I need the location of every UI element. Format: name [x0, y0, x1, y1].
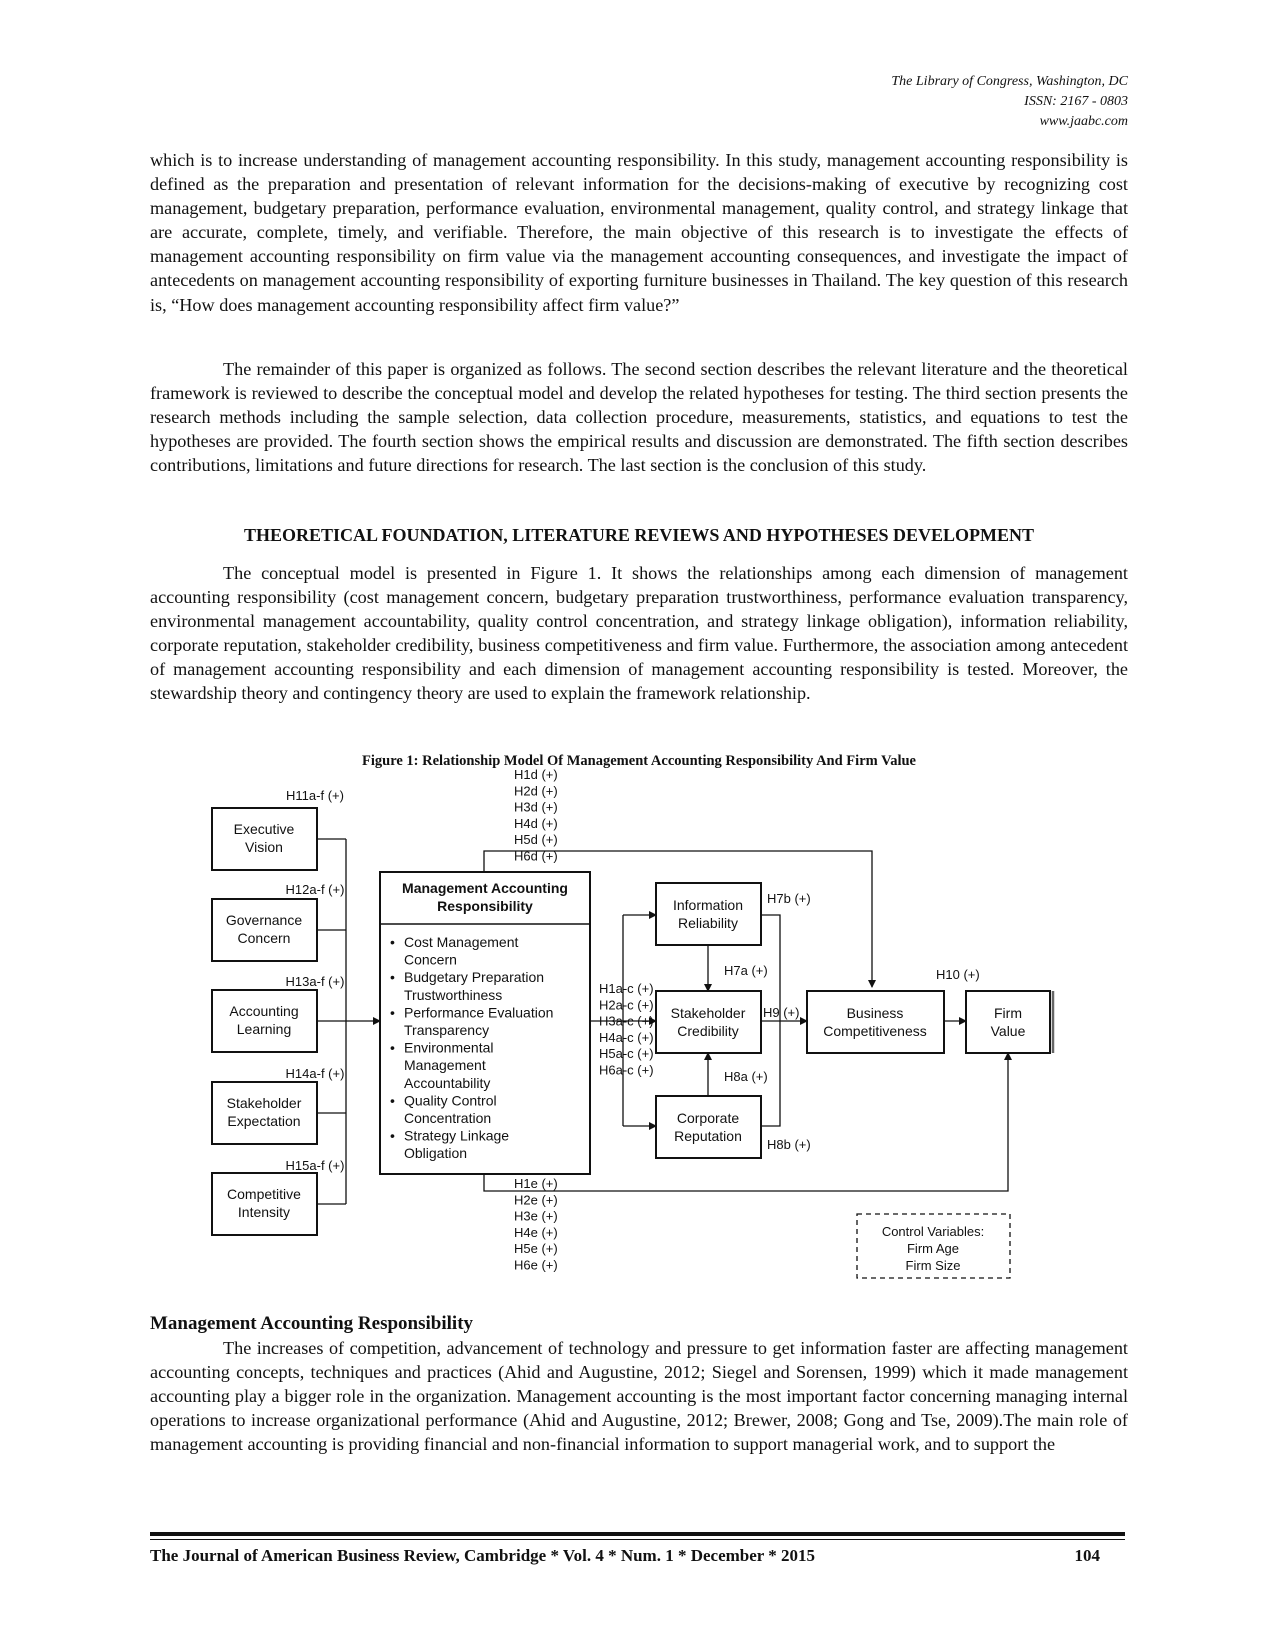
- mar-item-line: Budgetary Preparation: [404, 969, 545, 986]
- h9-label: H9 (+): [763, 1005, 800, 1020]
- mar-bullet-glyph: •: [390, 969, 395, 986]
- mar-item-line: Performance Evaluation: [404, 1004, 554, 1021]
- paragraph-4-block: [150, 1336, 1128, 1456]
- h7b-label: H7b (+): [767, 891, 811, 906]
- bottom-hypothesis-label: H5e (+): [514, 1241, 558, 1257]
- mar-bullet-glyph: •: [390, 934, 395, 950]
- mar-title-line2: Responsibility: [437, 898, 533, 914]
- h15-label: H15a-f (+): [285, 1158, 345, 1173]
- firm-value-line1: Firm: [994, 1005, 1022, 1021]
- middle-hypothesis-label: H4a-c (+): [599, 1029, 654, 1045]
- corporate-reputation-line1: Corporate: [676, 1110, 740, 1126]
- stakeholder-credibility-line2: Credibility: [677, 1023, 739, 1039]
- paragraph-3: The conceptual model is presented in Figure 1. It shows the relationships among each dimension of management accounting responsibility (cost management concern, budgetary preparation trustworthiness, performance evaluation transparency, environmental management accountability, quality control concentration, and strategy linkage obligation), information reliability, corporate reputation, stakeholder credibility, business competitiveness and firm value. Furthermore, the association among antecedent of management accounting responsibility and each dimension of management accounting responsibility is tested. Moreover, the stewardship theory and contingency theory are used to explain the framework relationship.: [150, 563, 1128, 704]
- governance-concern-line2: Concern: [237, 930, 291, 946]
- page-number: 104: [1074, 1546, 1100, 1565]
- stakeholder-expectation-line2: Expectation: [227, 1113, 301, 1129]
- information-reliability-line1: Information: [672, 897, 744, 913]
- top-hypothesis-label: H4d (+): [514, 815, 558, 831]
- bottom-hypothesis-label: H2e (+): [514, 1192, 558, 1208]
- paragraph-1: which is to increase understanding of management accounting responsibility. In this study, management accounting responsibility is defined as the preparation and presentation of relevant information for the decisions-making of executive by recognizing cost management, budgetary preparation, performance evaluation, environmental management, quality control, and strategy linkage that are accurate, complete, timely, and verifiable. Therefore, the main objective of this research is to investigate the effects of management accounting responsibility on firm value via the management accounting consequences, and investigate the impact of antecedents on management accounting responsibility of exporting furniture businesses in Thailand. The key question of this research is, “How does management accounting responsibility affect firm value?”: [150, 150, 1128, 315]
- business-competitiveness-line2: Competitiveness: [823, 1023, 927, 1039]
- mar-item-line: Cost Management: [404, 934, 519, 950]
- control-variable-firm-size: Firm Size: [905, 1258, 961, 1273]
- stakeholder-credibility-box: [656, 991, 761, 1053]
- paragraph-2: The remainder of this paper is organized as follows. The second section describes the relevant literature and the theoretical framework is reviewed to describe the conceptual model and develop the related hypotheses for testing. The third section presents the research methods including the sample selection, data collection procedure, measurements, statistics, and equations to test the hypotheses are provided. The fourth section shows the empirical results and discussion are demonstrated. The fifth section describes contributions, limitations and future directions for research. The last section is the conclusion of this study.: [150, 359, 1128, 476]
- competitive-intensity-line2: Intensity: [237, 1204, 291, 1220]
- executive-vision-line2: Vision: [245, 839, 283, 855]
- footer-journal: The Journal of American Business Review, Cambridge * Vol. 4 * Num. 1 * December * 2015: [150, 1546, 816, 1565]
- h10-label: H10 (+): [936, 967, 980, 982]
- top-hypotheses: [514, 767, 558, 864]
- top-hypothesis-label: H1d (+): [514, 767, 558, 782]
- business-competitiveness-line1: Business: [846, 1005, 904, 1021]
- header-line-1: The Library of Congress, Washington, DC: [891, 74, 1128, 89]
- header-line-3: www.jaabc.com: [1039, 114, 1128, 129]
- h8b-label: H8b (+): [767, 1137, 811, 1152]
- mar-item-line: Environmental: [404, 1039, 494, 1056]
- competitive-intensity-line1: Competitive: [227, 1186, 301, 1202]
- figure-caption: Figure 1: Relationship Model Of Management Accounting Responsibility And Firm Value: [362, 753, 916, 769]
- middle-hypothesis-label: H1a-c (+): [599, 981, 654, 996]
- accounting-learning-line2: Learning: [236, 1021, 292, 1037]
- footer-rule-thin: [150, 1539, 1125, 1540]
- h8a-label: H8a (+): [724, 1069, 768, 1084]
- bottom-hypothesis-label: H6e (+): [514, 1257, 558, 1273]
- middle-hypothesis-label: H6a-c (+): [599, 1062, 654, 1078]
- footer: [150, 1545, 1100, 1567]
- h12-label: H12a-f (+): [285, 882, 345, 897]
- stakeholder-expectation-line1: Stakeholder: [226, 1095, 302, 1111]
- mar-item-line: Obligation: [404, 1145, 468, 1162]
- mar-item-line: Strategy Linkage: [404, 1127, 510, 1144]
- header-line-2: ISSN: 2167 - 0803: [1024, 94, 1128, 109]
- governance-concern-line1: Governance: [225, 912, 303, 928]
- accounting-learning-line1: Accounting: [229, 1003, 299, 1019]
- mar-item-line: Concentration: [404, 1110, 492, 1126]
- mar-bullet-glyph: •: [390, 1092, 395, 1109]
- information-reliability-box: [656, 883, 761, 945]
- middle-hypothesis-label: H3a-c (+): [599, 1013, 654, 1029]
- information-reliability-line2: Reliability: [678, 915, 738, 931]
- mar-item-line: Concern: [404, 951, 457, 968]
- h14-label: H14a-f (+): [285, 1066, 345, 1081]
- top-hypothesis-label: H3d (+): [514, 799, 558, 815]
- mar-item-line: Trustworthiness: [404, 986, 503, 1003]
- footer-rule-thick: [150, 1532, 1125, 1536]
- mar-item-line: Transparency: [404, 1022, 490, 1038]
- bottom-hypothesis-label: H3e (+): [514, 1208, 558, 1224]
- h7a-label: H7a (+): [724, 963, 768, 978]
- mar-item-line: Management: [404, 1057, 486, 1074]
- stakeholder-credibility-line1: Stakeholder: [670, 1005, 746, 1021]
- executive-vision-line1: Executive: [233, 821, 295, 837]
- control-variable-firm-age: Firm Age: [906, 1241, 960, 1256]
- middle-hypothesis-label: H2a-c (+): [599, 997, 654, 1013]
- sub-heading: Management Accounting Responsibility: [150, 1313, 474, 1334]
- bottom-hypothesis-label: H4e (+): [514, 1224, 558, 1240]
- firm-value-line2: Value: [990, 1023, 1026, 1039]
- mar-bullet-list: [390, 934, 553, 1161]
- mar-bullet-glyph: •: [390, 1127, 395, 1144]
- section-heading: THEORETICAL FOUNDATION, LITERATURE REVIEWS AND HYPOTHESES DEVELOPMENT: [244, 525, 1034, 545]
- corporate-reputation-box: [656, 1096, 761, 1158]
- h13-label: H13a-f (+): [285, 974, 345, 989]
- bottom-hypothesis-label: H1e (+): [514, 1176, 558, 1191]
- top-hypothesis-label: H2d (+): [514, 783, 558, 799]
- mar-bullet-glyph: •: [390, 1004, 395, 1021]
- paragraph-4: The increases of competition, advancement of technology and pressure to get information faster are affecting management accounting concepts, techniques and practices (Ahid and Augustine, 2012; Siegel and Sorensen, 1999) which it made management accounting play a bigger role in the organization. Management accounting is the most important factor concerning managing internal operations to increase organizational performance (Ahid and Augustine, 2012; Brewer, 2008; Gong and Tse, 2009).The main role of management accounting is providing financial and non-financial information to support managerial work, and to support the: [150, 1338, 1128, 1455]
- h11-label: H11a-f (+): [286, 788, 344, 803]
- bottom-hypotheses: [514, 1176, 558, 1273]
- top-hypothesis-label: H6d (+): [514, 848, 558, 864]
- firm-value-box: [966, 991, 1050, 1053]
- top-hypothesis-label: H5d (+): [514, 832, 558, 848]
- mar-title-line1: Management Accounting: [402, 880, 568, 896]
- mar-item-line: Accountability: [404, 1074, 491, 1091]
- middle-hypotheses: [599, 981, 654, 1078]
- control-variables-title: Control Variables:: [881, 1224, 985, 1239]
- middle-hypothesis-label: H5a-c (+): [599, 1046, 654, 1062]
- business-competitiveness-box: [807, 991, 944, 1053]
- mar-item-line: Quality Control: [404, 1092, 497, 1109]
- corporate-reputation-line2: Reputation: [674, 1128, 742, 1144]
- mar-bullet-glyph: •: [390, 1039, 395, 1056]
